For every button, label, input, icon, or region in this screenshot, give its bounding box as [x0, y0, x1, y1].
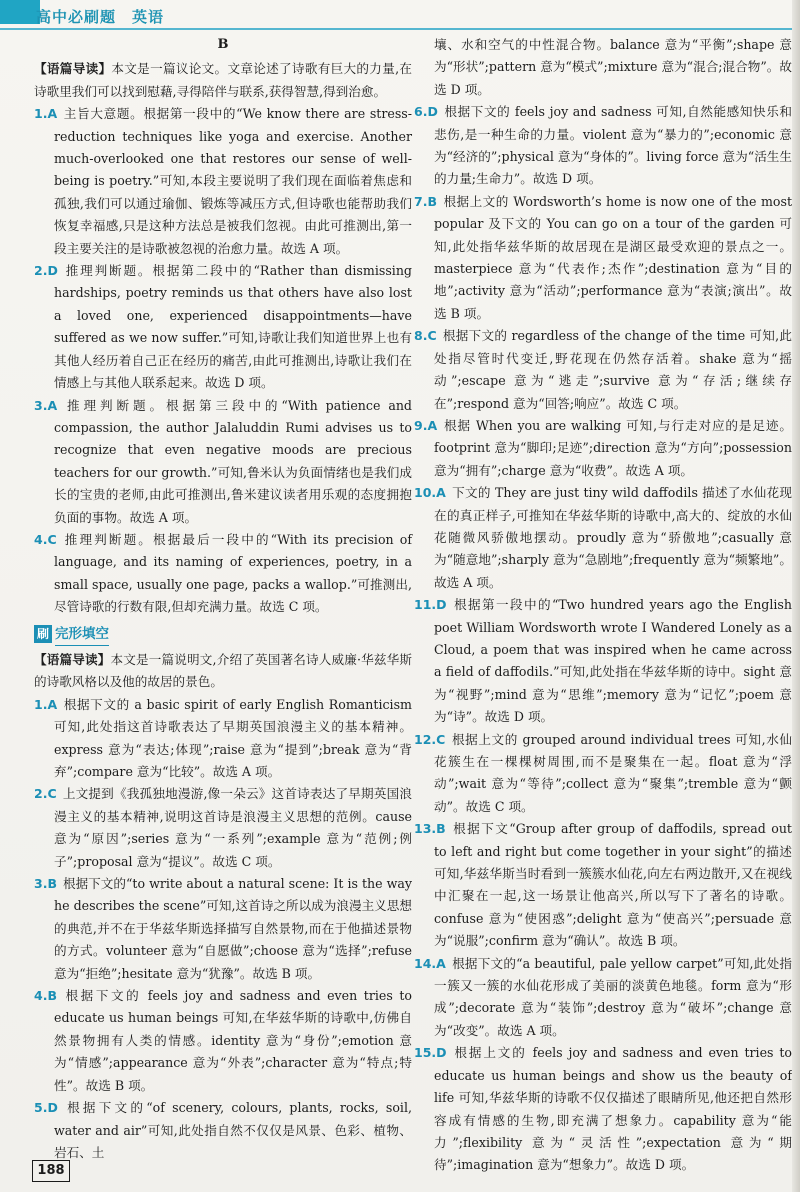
answer-item — [414, 818, 792, 952]
explanation-text: 推理判断题。根据第三段中的“With patience and compassion, the author Jalaluddin Rumi advises us to recognize that even negative moods are precious teachers for our growth.”可知,鲁米认为负面情绪也是我们成长的宝贵的老师,由此可推测出,鲁米建议读者用乐观的态度拥抱负面的事物。故选 A 项。 — [54, 397, 412, 525]
question-number: 14. — [414, 955, 437, 971]
explanation-text: 推理判断题。根据第二段中的“Rather than dismissing hardships, poetry reminds us that others have also lost a loved one, experienced disappointments—have suffered as we now suffer.”可知,诗歌让我们知道世界上也有其他人经历着自己正在经历的痛苦,由此可推测出,诗歌让我们在情感上与其他人联系起来。故选 D 项。 — [54, 263, 412, 391]
header-accent-bar — [0, 0, 40, 24]
answer-item — [34, 783, 412, 873]
explanation-text: 根据 When you are walking 可知,与行走对应的是足迹。footprint 意为“脚印;足迹”;direction 意为“方向”;possession 意为“拥有”;charge 意为“收费”。故选 A 项。 — [434, 417, 792, 478]
guide-text: 本文是一篇议论文。文章论述了诗歌有巨大的力量,在诗歌里我们可以找到慰藉,寻得陪伴与联系,获得智慧,得到治愈。 — [34, 61, 413, 99]
question-number: 1. — [34, 696, 48, 712]
question-number: 3. — [34, 876, 48, 892]
answer-letter: D — [436, 597, 447, 613]
answer-item — [34, 985, 412, 1097]
question-number: 12. — [414, 731, 437, 747]
answer-letter: C — [47, 786, 57, 802]
explanation-text: 根据下文的 regardless of the change of the time 可知,此处指尽管时代变迁,野花现在仍然存活着。shake 意为“摇动”;escape 意为“逃走”;survive 意为“存活;继续存在”;respond 意为“回答;响应”。故选 C 项。 — [434, 328, 792, 411]
answer-letter: A — [47, 106, 58, 122]
cloze-answers-right — [414, 101, 792, 1177]
right-column — [414, 34, 792, 1177]
answer-letter: C — [47, 531, 57, 547]
answer-item — [34, 529, 412, 619]
question-number: 15. — [414, 1045, 437, 1061]
answer-item — [34, 260, 412, 394]
answer-item — [34, 873, 412, 985]
answer-item — [34, 694, 412, 784]
header-divider — [0, 28, 800, 30]
section-header-cloze — [34, 623, 412, 646]
guide-text: 本文是一篇说明文,介绍了英国著名诗人威廉·华兹华斯的诗歌风格以及他的故居的景色。 — [34, 651, 412, 690]
explanation-text: 根据下文的 feels joy and sadness and even tries to educate us human beings 可知,在华兹华斯的诗歌中,仿佛自然景物拥有人类的情感。identity 意为“身份”;emotion 意为“情感”;appearance 意为“外表”;character 意为“特点;特性”。故选 B 项。 — [54, 988, 412, 1093]
question-number: 13. — [414, 821, 437, 837]
answer-item — [34, 395, 412, 529]
explanation-text: 根据下文的“a beautiful, pale yellow carpet”可知,此处指一簇又一簇的水仙花形成了美丽的淡黄色地毯。form 意为“形成”;decorate 意为“装饰”;destroy 意为“破坏”;change 意为“改变”。故选 A 项。 — [434, 955, 792, 1038]
answer-item — [414, 191, 792, 325]
explanation-text: 主旨大意题。根据第一段中的“We know there are stress-reduction techniques like yoga and exercise. Another much-overlooked one that restores our sense of well-being is poetry.”可知,本段主要说明了我们现在面临着焦虑和孤独,我们可以通过瑜伽、锻炼等减压方式,但诗歌也能帮助我们恢复幸福感,只是这种方法总是被我们忽视。由此可推测出,第一段主要关注的是诗歌被忽视的治愈力量。故选 A 项。 — [54, 106, 412, 256]
question-number: 3. — [34, 397, 48, 413]
explanation-text: 根据上文的 grouped around individual trees 可知,水仙花簇生在一棵棵树周围,而不是聚集在一起。float 意为“浮动”;wait 意为“等待”;collect 意为“聚集”;tremble 意为“颤动”。故选 C 项。 — [434, 731, 792, 814]
guide-tag: 【语篇导读】 — [34, 61, 112, 77]
explanation-text: 根据下文的“to write about a natural scene: It is the way he describes the scene”可知,这首诗之所以成为浪漫主义思想的典范,并不在于华兹华斯选择描写自然景物,而在于他描述景物的方式。volunteer 意为“自愿做”;choose 意为“选择”;refuse 意为“拒绝”;hesitate 意为“犹豫”。故选 B 项。 — [54, 876, 412, 981]
question-number: 7. — [414, 193, 428, 209]
answer-letter: A — [47, 696, 58, 712]
book-title: 高中必刷题 英语 — [36, 8, 165, 26]
answer-letter: C — [436, 731, 446, 747]
left-column — [34, 34, 412, 1164]
answer-item — [414, 482, 792, 594]
answer-item — [414, 325, 792, 415]
answer-letter: B — [436, 821, 446, 837]
explanation-text: 根据上文的 Wordsworth’s home is now one of the most popular 及下文的 You can go on a tour of the garden 可知,此处指华兹华斯的故居现在是湖区最受欢迎的景点之一。masterpiece 意为“代表作;杰作”;destination 意为“目的地”;activity 意为“活动”;performance 意为“表演;演出”。故选 B 项。 — [434, 193, 792, 321]
answer-item — [414, 953, 792, 1043]
explanation-text: 推理判断题。根据最后一段中的“With its precision of language, and its naming of experiences, poetry, in a small space, usually one page, packs a wallop.”可推测出,尽管诗歌的行数有限,但却充满力量。故选 C 项。 — [54, 531, 412, 615]
answer-item — [414, 729, 792, 819]
question-number: 6. — [414, 104, 428, 120]
passage-guide — [34, 58, 412, 103]
answer-item — [34, 1097, 412, 1164]
brush-icon: 刷 — [34, 625, 52, 643]
question-number: 4. — [34, 531, 48, 547]
question-number: 9. — [414, 417, 428, 433]
cloze-answers-left — [34, 694, 412, 1165]
cloze-guide — [34, 649, 412, 694]
explanation-text: 下文的 They are just tiny wild daffodils 描述了水仙花现在的真正样子,可推知在华兹华斯的诗歌中,高大的、绽放的水仙花随微风骄傲地摆动。proudly 意为“骄傲地”;casually 意为“随意地”;sharply 意为“急剧地”;frequently 意为“频繁地”。故选 A 项。 — [434, 485, 792, 590]
question-number: 10. — [414, 485, 437, 501]
question-number: 8. — [414, 328, 428, 344]
explanation-text: 根据上文的 feels joy and sadness and even tries to educate us human beings and show us the beauty of life 可知,华兹华斯的诗歌不仅仅描述了眼睛所见,他还把自然形容成有情感的生物,即充满了想象力。capability 意为“能力”;flexibility 意为“灵活性”;expectation 意为“期待”;imagination 意为“想象力”。故选 D 项。 — [434, 1045, 792, 1173]
answer-letter: D — [427, 104, 438, 120]
answer-letter: A — [47, 397, 58, 413]
continued-text: 壤、水和空气的中性混合物。balance 意为“平衡”;shape 意为“形状”;pattern 意为“模式”;mixture 意为“混合;混合物”。故选 D 项。 — [434, 37, 792, 97]
explanation-text: 上文提到《我孤独地漫游,像一朵云》这首诗表达了早期英国浪漫主义的基本精神,说明这首诗是浪漫主义思想的范例。cause 意为“原因”;series 意为“一系列”;example 意为“范例;例子”;proposal 意为“提议”。故选 C 项。 — [54, 786, 412, 869]
page-header — [0, 0, 800, 36]
question-number: 1. — [34, 106, 48, 122]
question-number: 4. — [34, 988, 48, 1004]
explanation-text: 根据下文的 feels joy and sadness 可知,自然能感知快乐和悲伤,是一种生命的力量。violent 意为“暴力的”;economic 意为“经济的”;physical 意为“身体的”。living force 意为“活生生的力量;生命力”。故选 D 项。 — [434, 104, 792, 187]
answer-item — [414, 415, 792, 482]
answer-item — [414, 594, 792, 728]
answer-item — [34, 103, 412, 260]
answer-letter: D — [47, 1100, 58, 1116]
answer-letter: D — [436, 1045, 447, 1061]
reading-answers — [34, 103, 412, 618]
answer-letter: D — [47, 263, 58, 279]
page-number: 188 — [32, 1160, 70, 1182]
question-number: 11. — [414, 597, 437, 613]
explanation-text: 根据第一段中的“Two hundred years ago the English poet William Wordsworth wrote I Wandered Lonely as a Cloud, a poem that was inspired when he came across a field of daffodils.”可知,此处指在华兹华斯的诗中。sight 意为“视野”;mind 意为“思维”;memory 意为“记忆”;poem 意为“诗”。故选 D 项。 — [434, 597, 792, 725]
question-number: 2. — [34, 786, 48, 802]
answer-letter: B — [47, 876, 57, 892]
passage-heading: B — [217, 37, 229, 52]
answer-letter: B — [427, 193, 437, 209]
section-title: 完形填空 — [55, 623, 109, 646]
guide-tag: 【语篇导读】 — [34, 651, 111, 667]
answer-letter: B — [47, 988, 57, 1004]
answer-item — [414, 1042, 792, 1176]
question-number: 5. — [34, 1100, 48, 1116]
answer-letter: A — [436, 955, 446, 971]
explanation-text: 根据下文的“of scenery, colours, plants, rocks, soil, water and air”可知,此处指自然不仅仅是风景、色彩、植物、岩石、土 — [54, 1100, 412, 1160]
page-edge — [792, 0, 800, 1192]
answer-item — [414, 101, 792, 191]
explanation-text: 根据下文“Group after group of daffodils, spread out to left and right but come together in your sight”的描述可知,华兹华斯当时看到一簇簇水仙花,向左右两边散开,又在视线中汇聚在一起,这一场景让他高兴,所以写下了著名的诗歌。confuse 意为“使困惑”;delight 意为“使高兴”;persuade 意为“说服”;confirm 意为“确认”。故选 B 项。 — [434, 821, 792, 949]
answer-letter: C — [427, 328, 437, 344]
answer-letter: A — [436, 485, 446, 501]
answer-letter: A — [427, 417, 438, 433]
explanation-text: 根据下文的 a basic spirit of early English Romanticism 可知,此处指这首诗歌表达了早期英国浪漫主义的基本精神。express 意为“表达;体现”;raise 意为“提到”;break 意为“背弃”;compare 意为“比较”。故选 A 项。 — [54, 696, 412, 779]
question-number: 2. — [34, 263, 48, 279]
